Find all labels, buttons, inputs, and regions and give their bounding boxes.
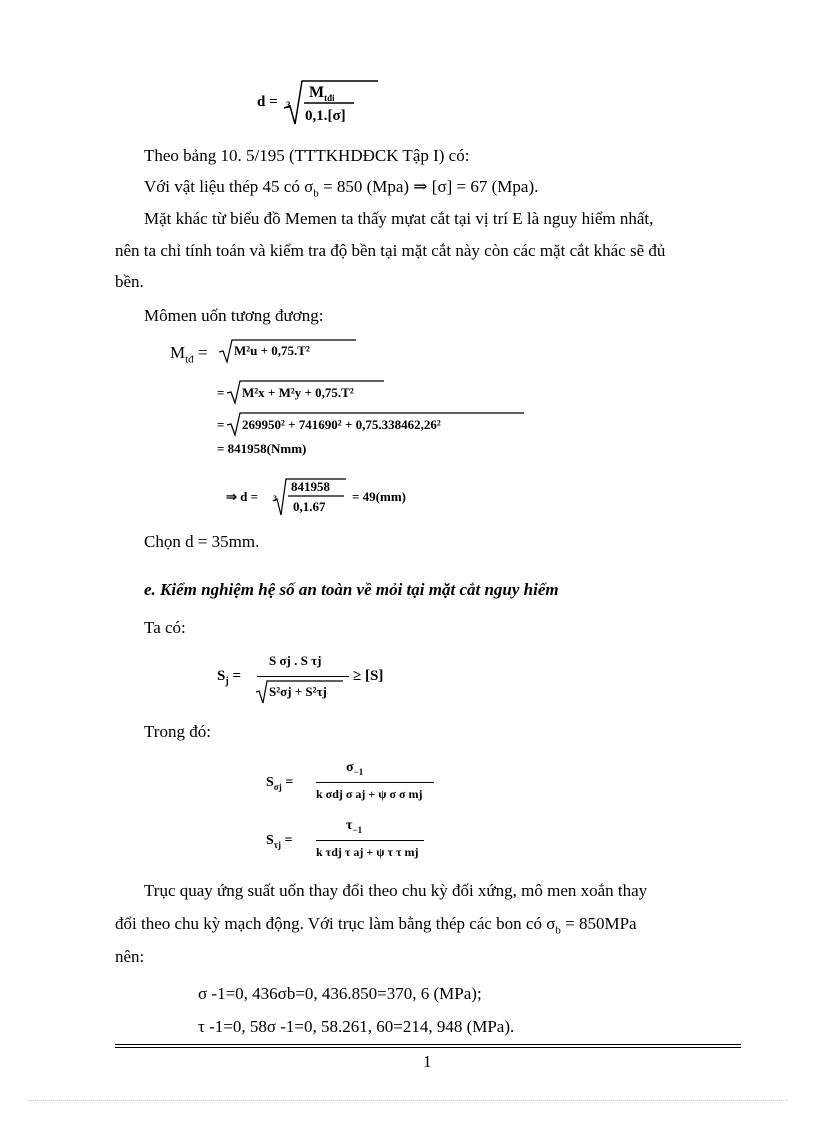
page-number: 1 <box>423 1052 432 1071</box>
mtd-line3: 269950² + 741690² + 0,75.338462,26² <box>242 417 441 432</box>
paragraph-axis-line3: nên: <box>115 947 145 966</box>
formula-sj: $S_j$ = S σj . S τj S²σj + S²τj ≥ [S] <box>217 653 417 705</box>
mtd-line2: M²x + M²y + 0,75.T² <box>242 385 354 400</box>
material-sub: b <box>313 187 319 200</box>
material-text-a: Với vật liệu thép 45 có σ <box>144 177 314 196</box>
mtd-line2-eq: = <box>217 385 225 400</box>
calc-tau: τ -1=0, 58σ -1=0, 58.261, 60=214, 948 (MPa). <box>198 1017 515 1036</box>
footer-rule-top <box>115 1044 741 1045</box>
paragraph-danger-line2: nên ta chỉ tính toán và kiểm tra độ bền tại mặt cắt này còn các mặt cắt khác sẽ đủ <box>115 241 666 260</box>
page-edge-dotted <box>28 1100 788 1101</box>
axis-line2-text-a: đổi theo chu kỳ mạch động. Với trục làm bằng thép các bon có σ <box>115 914 556 933</box>
mtd-lhs: $M_{tđ}$ = <box>170 343 208 366</box>
paragraph-axis-line2 <box>115 914 637 940</box>
formula-s-tau: $S_{\tau j}$ = $\tau_{-1}$ k τdj τ aj + ψ τ τ mj <box>266 818 466 868</box>
footer-rule-bottom <box>115 1047 741 1048</box>
formula-s-sigma: $S_{\sigma j}$ = $\sigma_{-1}$ k σdj σ aj + ψ σ σ mj <box>266 760 466 810</box>
mtd-line1: M²u + 0,75.T² <box>234 343 310 358</box>
paragraph-material <box>144 177 538 203</box>
paragraph-ta-co: Ta có: <box>144 618 186 637</box>
calc-sigma: σ -1=0, 436σb=0, 436.850=370, 6 (MPa); <box>198 984 482 1003</box>
axis-line2-text-b: = 850MPa <box>560 914 637 933</box>
paragraph-trong-do: Trong đó: <box>144 722 211 741</box>
paragraph-danger-line1: Mặt khác từ biểu đồ Memen ta thấy mựat cắt tại vị trí E là nguy hiểm nhất, <box>144 209 654 228</box>
paragraph-table-ref: Theo bảng 10. 5/195 (TTTKHDĐCK Tập I) có: <box>144 146 470 165</box>
material-text-b: = 850 (Mpa) ⇒ [σ] = 67 (Mpa). <box>318 177 539 196</box>
section-heading-e: e. Kiểm nghiệm hệ số an toàn về mỏi tại mặt cắt nguy hiểm <box>144 580 559 599</box>
mtd-line3-eq: = <box>217 417 225 432</box>
mtd-line4: = 841958(Nmm) <box>217 441 307 456</box>
paragraph-choose-d: Chọn d = 35mm. <box>144 532 260 551</box>
paragraph-axis-line1: Trục quay ứng suất uốn thay đổi theo chu kỳ đối xứng, mô men xoắn thay <box>144 881 648 900</box>
paragraph-moment: Mômen uốn tương đương: <box>144 306 324 325</box>
axis-line2-sub: b <box>555 924 561 937</box>
paragraph-danger-line3: bền. <box>115 272 144 291</box>
